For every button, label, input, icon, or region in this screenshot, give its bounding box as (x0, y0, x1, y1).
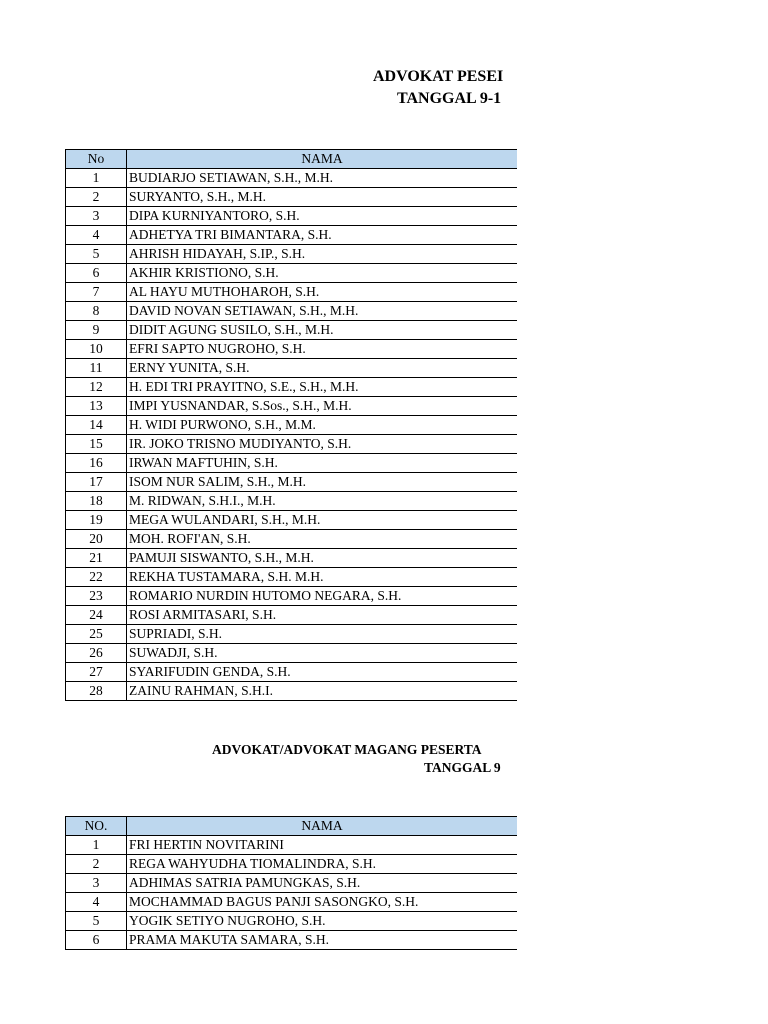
table-row (66, 931, 518, 950)
table-row (66, 245, 518, 264)
participant-name: MOCHAMMAD BAGUS PANJI SASONGKO, S.H. (127, 893, 518, 912)
row-number: 4 (66, 226, 127, 245)
participant-name: REGA WAHYUDHA TIOMALINDRA, S.H. (127, 855, 518, 874)
table-row (66, 188, 518, 207)
row-number: 2 (66, 188, 127, 207)
row-number: 10 (66, 340, 127, 359)
participant-name: YOGIK SETIYO NUGROHO, S.H. (127, 912, 518, 931)
participant-name: PAMUJI SISWANTO, S.H., M.H. (127, 549, 518, 568)
table-row (66, 587, 518, 606)
table-row (66, 606, 518, 625)
row-number: 15 (66, 435, 127, 454)
table-row (66, 169, 518, 188)
participant-name: AL HAYU MUTHOHAROH, S.H. (127, 283, 518, 302)
table-row (66, 207, 518, 226)
participant-name: EFRI SAPTO NUGROHO, S.H. (127, 340, 518, 359)
header-name: NAMA (127, 817, 518, 836)
row-number: 7 (66, 283, 127, 302)
row-number: 12 (66, 378, 127, 397)
header-name: NAMA (127, 150, 518, 169)
row-number: 5 (66, 245, 127, 264)
row-number: 8 (66, 302, 127, 321)
row-number: 17 (66, 473, 127, 492)
row-number: 3 (66, 207, 127, 226)
table-row (66, 663, 518, 682)
participant-name: ZAINU RAHMAN, S.H.I. (127, 682, 518, 701)
participant-name: ERNY YUNITA, S.H. (127, 359, 518, 378)
participant-name: ADHETYA TRI BIMANTARA, S.H. (127, 226, 518, 245)
row-number: 27 (66, 663, 127, 682)
table-row (66, 264, 518, 283)
row-number: 14 (66, 416, 127, 435)
participant-name: ROMARIO NURDIN HUTOMO NEGARA, S.H. (127, 587, 518, 606)
table-row (66, 454, 518, 473)
section2-date: TANGGAL 9 (424, 760, 501, 775)
table-row (66, 359, 518, 378)
participant-name: AHRISH HIDAYAH, S.IP., S.H. (127, 245, 518, 264)
participant-name: REKHA TUSTAMARA, S.H. M.H. (127, 568, 518, 587)
table-row (66, 855, 518, 874)
table-row (66, 644, 518, 663)
table-row (66, 912, 518, 931)
participant-name: ROSI ARMITASARI, S.H. (127, 606, 518, 625)
participant-name: DIPA KURNIYANTORO, S.H. (127, 207, 518, 226)
row-number: 26 (66, 644, 127, 663)
participant-name: MOH. ROFI'AN, S.H. (127, 530, 518, 549)
section1-title: ADVOKAT PESEI (373, 68, 504, 85)
participant-name: IR. JOKO TRISNO MUDIYANTO, S.H. (127, 435, 518, 454)
row-number: 16 (66, 454, 127, 473)
participant-name: DIDIT AGUNG SUSILO, S.H., M.H. (127, 321, 518, 340)
table-row (66, 530, 518, 549)
row-number: 9 (66, 321, 127, 340)
participant-name: SURYANTO, S.H., M.H. (127, 188, 518, 207)
row-number: 25 (66, 625, 127, 644)
participant-name: ISOM NUR SALIM, S.H., M.H. (127, 473, 518, 492)
table-row (66, 568, 518, 587)
table-row (66, 473, 518, 492)
participant-name: SUWADJI, S.H. (127, 644, 518, 663)
row-number: 6 (66, 931, 127, 950)
table-row (66, 682, 518, 701)
table-row (66, 836, 518, 855)
table-row (66, 511, 518, 530)
table-row (66, 302, 518, 321)
participant-name: H. EDI TRI PRAYITNO, S.E., S.H., M.H. (127, 378, 518, 397)
row-number: 19 (66, 511, 127, 530)
row-number: 11 (66, 359, 127, 378)
participant-name: SYARIFUDIN GENDA, S.H. (127, 663, 518, 682)
row-number: 24 (66, 606, 127, 625)
table-row (66, 397, 518, 416)
row-number: 18 (66, 492, 127, 511)
header-no: No (66, 150, 127, 169)
row-number: 1 (66, 836, 127, 855)
participant-name: ADHIMAS SATRIA PAMUNGKAS, S.H. (127, 874, 518, 893)
table-header-row (66, 150, 518, 169)
row-number: 22 (66, 568, 127, 587)
table-row (66, 625, 518, 644)
participant-table (65, 149, 517, 701)
participant-name: FRI HERTIN NOVITARINI (127, 836, 518, 855)
row-number: 3 (66, 874, 127, 893)
table-row (66, 416, 518, 435)
table-row (66, 321, 518, 340)
row-number: 28 (66, 682, 127, 701)
participant-name: IMPI YUSNANDAR, S.Sos., S.H., M.H. (127, 397, 518, 416)
table-row (66, 874, 518, 893)
row-number: 21 (66, 549, 127, 568)
table-row (66, 435, 518, 454)
participant-name: M. RIDWAN, S.H.I., M.H. (127, 492, 518, 511)
section1-date: TANGGAL 9-1 (397, 90, 502, 107)
row-number: 5 (66, 912, 127, 931)
section2-title: ADVOKAT/ADVOKAT MAGANG PESERTA (212, 742, 482, 757)
participant-name: SUPRIADI, S.H. (127, 625, 518, 644)
table-row (66, 340, 518, 359)
row-number: 6 (66, 264, 127, 283)
participant-name: DAVID NOVAN SETIAWAN, S.H., M.H. (127, 302, 518, 321)
row-number: 20 (66, 530, 127, 549)
row-number: 1 (66, 169, 127, 188)
table-row (66, 283, 518, 302)
row-number: 23 (66, 587, 127, 606)
table-row (66, 226, 518, 245)
table-row (66, 893, 518, 912)
table-row (66, 549, 518, 568)
intern-participant-table (65, 816, 517, 950)
participant-name: MEGA WULANDARI, S.H., M.H. (127, 511, 518, 530)
participant-name: H. WIDI PURWONO, S.H., M.M. (127, 416, 518, 435)
header-no: NO. (66, 817, 127, 836)
participant-name: PRAMA MAKUTA SAMARA, S.H. (127, 931, 518, 950)
row-number: 13 (66, 397, 127, 416)
participant-name: IRWAN MAFTUHIN, S.H. (127, 454, 518, 473)
participant-name: AKHIR KRISTIONO, S.H. (127, 264, 518, 283)
row-number: 2 (66, 855, 127, 874)
participant-name: BUDIARJO SETIAWAN, S.H., M.H. (127, 169, 518, 188)
table-header-row (66, 817, 518, 836)
row-number: 4 (66, 893, 127, 912)
table-row (66, 378, 518, 397)
table-row (66, 492, 518, 511)
